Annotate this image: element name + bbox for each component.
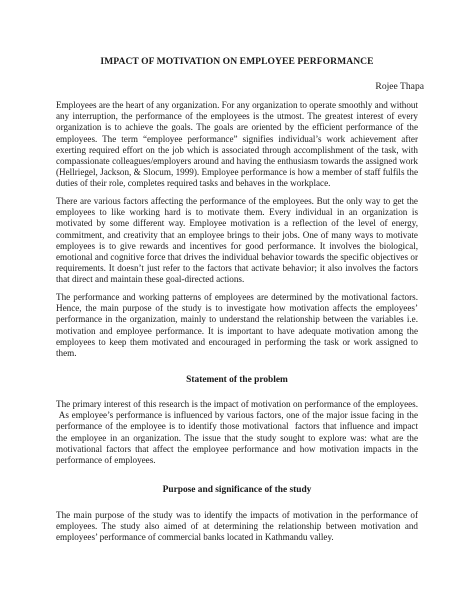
section-heading-problem: Statement of the problem <box>186 375 288 385</box>
intro-paragraph-3: The performance and working patterns of employees are determined by the motivational factors. Hence, the main purpose of the study is to investigate how motivation affects the employees’ performance in the organization, mainly to understand the relationship between the variables i.e. motivation and employee performance. It is important to have adequate motivation among the employees to keep them motivated and encouraged in performing the task or work assigned to them. <box>56 292 418 359</box>
intro-paragraph-2: There are various factors affecting the performance of the employees. But the only way to get the employees to like working hard is to motivate them. Every individual in an organization is motivated by some different way. Employee motivation is a reflection of the level of energy, commitment, and creativity that an employee brings to their jobs. One of many ways to motivate employees is to give rewards and incentives for good performance. It involves the biological, emotional and cognitive force that drives the individual behavior towards the specific objectives or requirements. It doesn’t just refer to the factors that activate behavior; it also involves the factors that direct and maintain these goal-directed actions. <box>56 196 418 285</box>
intro-paragraph-1: Employees are the heart of any organization. For any organization to operate smoothly and without any interruption, the performance of the employees is the utmost. The greatest interest of every organization is to achieve the goals. The goals are oriented by the efficient performance of the employees. The term “employee performance” signifies individual’s work achievement after exerting required effort on the job which is associated through accomplishment of the task, with compassionate colleagues/employers around and having the enthusiasm towards the assigned work (Hellriegel, Jackson, & Slocum, 1999). Employee performance is how a member of staff fulfils the duties of their role, completes required tasks and behaves in the workplace. <box>56 100 418 189</box>
document-title: IMPACT OF MOTIVATION ON EMPLOYEE PERFORMANCE <box>100 56 374 67</box>
section-text-purpose: The main purpose of the study was to identify the impacts of motivation in the performance of employees. The study also aimed of at determining the relationship between motivation and employees’ performance of commercial banks located in Kathmandu valley. <box>56 510 418 543</box>
section-heading-purpose: Purpose and significance of the study <box>162 485 312 495</box>
section-text-problem: The primary interest of this research is the impact of motivation on performance of the employees. As employee’s performance is influenced by various factors, one of the major issue facing in the performance of the employee is to identify those motivational factors that influence and impact the employee in an organization. The issue that the study sought to explore was: what are the motivational factors that affect the employee performance and how motivation impacts in the performance of employees. <box>56 399 418 466</box>
author-name: Rojee Thapa <box>375 81 424 92</box>
